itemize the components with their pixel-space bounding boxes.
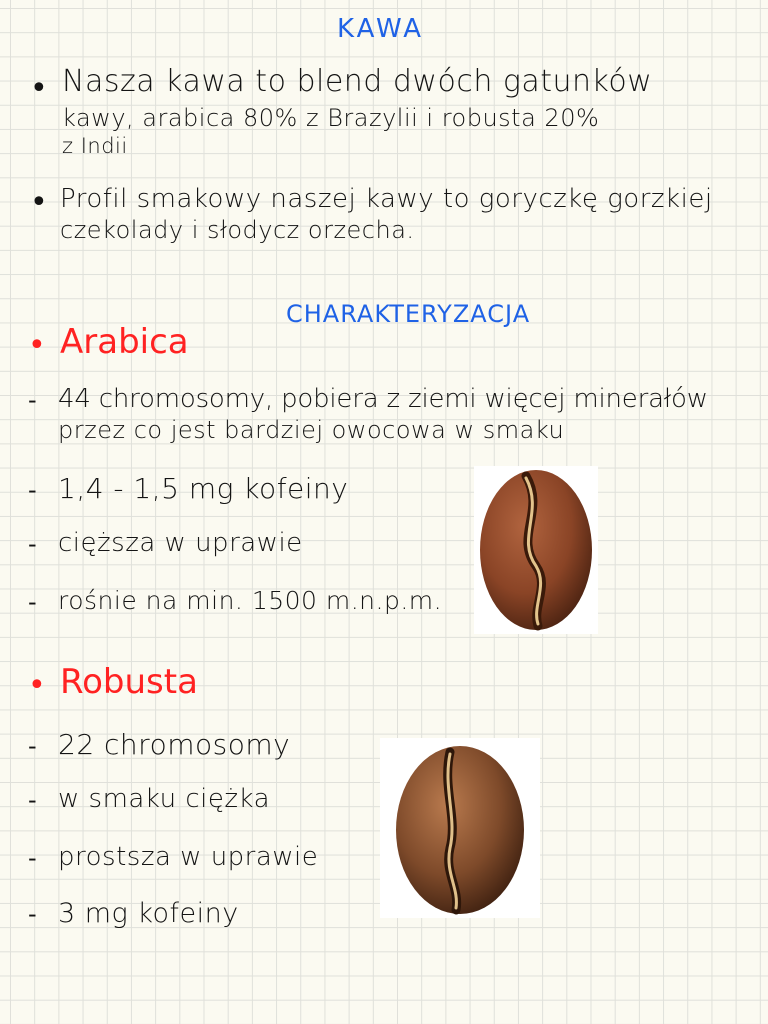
intro-line-3: z Indii [62,134,128,158]
intro-line-2: kawy, arabica 80% z Brazylii i robusta 20% [62,104,600,132]
robusta-item-3: prostsza w uprawie [58,842,319,872]
coffee-bean-icon [380,738,540,918]
arabica-item-3: cięższa w uprawie [58,528,303,558]
robusta-bullet: • [28,668,46,703]
robusta-heading: Robusta [60,662,198,702]
intro2-line-1: Profil smakowy naszej kawy to goryczkę gorzkiej [60,184,713,214]
robusta-bean-image [380,738,540,918]
arabica-heading: Arabica [60,322,189,362]
arabica-bullet: • [28,328,46,363]
coffee-bean-icon [474,466,598,634]
bullet-dot: • [30,185,48,220]
robusta-item-4: 3 mg kofeiny [58,898,239,929]
dash: - [28,386,37,414]
bullet-dot: • [30,71,48,106]
robusta-item-2: w smaku ciężka [58,784,271,814]
arabica-bean-image [474,466,598,634]
arabica-item-1-line-2: przez co jest bardziej owocowa w smaku [58,416,565,444]
dash: - [28,732,37,760]
page-title: KAWA [337,14,425,44]
robusta-item-1: 22 chromosomy [58,728,291,761]
dash: - [28,900,37,928]
dash: - [28,844,37,872]
arabica-item-2: 1,4 - 1,5 mg kofeiny [58,472,349,505]
dash: - [28,786,37,814]
dash: - [28,588,37,616]
intro2-line-2: czekolady i słodycz orzecha. [60,216,415,244]
intro-line-1: Nasza kawa to blend dwóch gatunków [62,64,653,99]
dash: - [28,530,37,558]
arabica-item-4: rośnie na min. 1500 m.n.p.m. [58,586,443,615]
section-title: CHARAKTERYZACJA [286,300,531,328]
dash: - [28,476,37,504]
arabica-item-1-line-1: 44 chromosomy, pobiera z ziemi więcej minerałów [58,384,708,414]
